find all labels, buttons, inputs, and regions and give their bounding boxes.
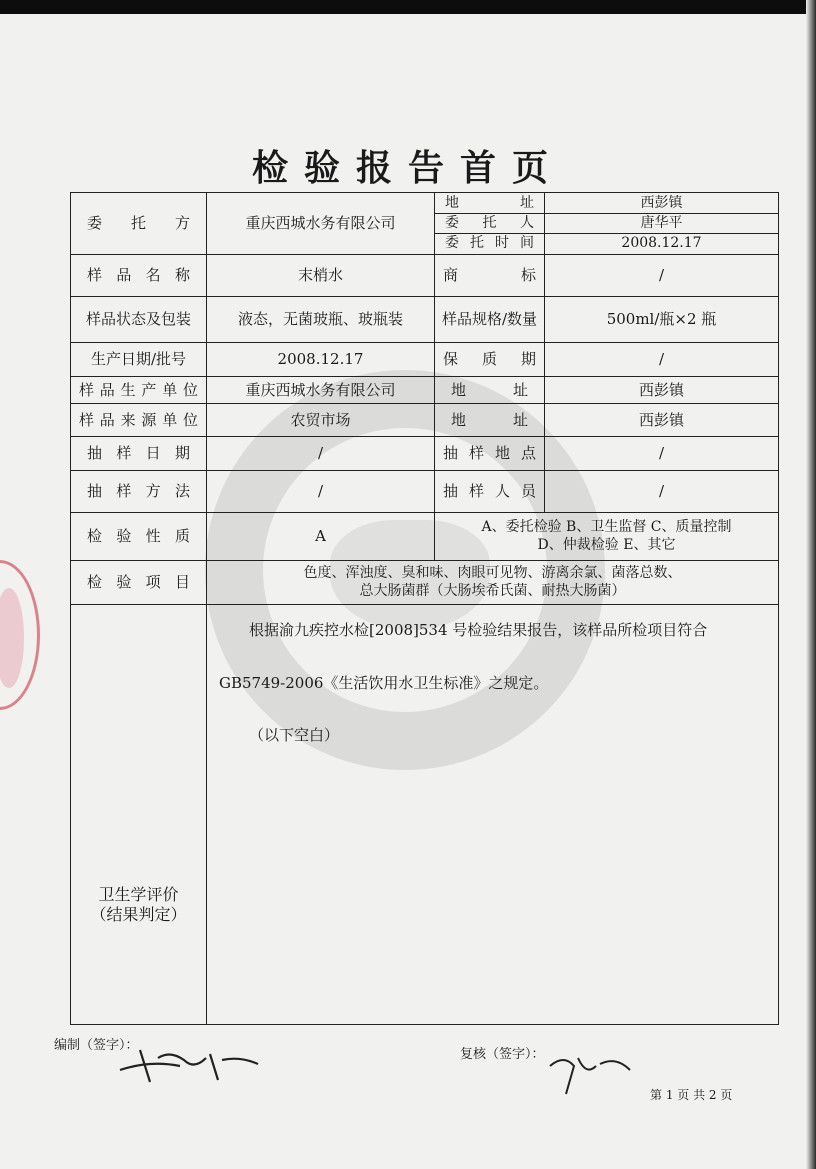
sampling-place-label: 抽样地点 — [435, 437, 545, 471]
reviewer-signature-label: 复核（签字）： — [460, 1047, 545, 1062]
row-evaluation — [71, 605, 779, 1025]
items-label: 检验项目 — [71, 561, 207, 605]
row-producer — [71, 377, 779, 404]
row-sample-name — [71, 255, 779, 297]
row-source — [71, 404, 779, 437]
reviewer-signature-icon — [540, 1036, 640, 1100]
sampling-place-value: / — [545, 437, 779, 471]
shelf-label: 保质期 — [435, 343, 545, 377]
sample-name-label: 样品名称 — [71, 255, 207, 297]
evaluation-label-line-1: 卫生学评价 — [98, 884, 179, 904]
page-number: 第 1 页 共 2 页 — [650, 1088, 733, 1102]
client-sub-labels — [435, 193, 545, 255]
nature-options — [435, 513, 779, 561]
evaluation-label — [71, 605, 207, 1025]
row-nature — [71, 513, 779, 561]
sampler-value: / — [545, 471, 779, 513]
evaluation-label-line-2: （结果判定） — [90, 904, 187, 924]
sample-name-value: 末梢水 — [207, 255, 435, 297]
evaluation-text — [207, 605, 779, 1025]
nature-options-line-1: A、委托检验 B、卫生监督 C、质量控制 — [481, 519, 732, 535]
scan-top-edge — [0, 0, 816, 14]
row-sampling-method — [71, 471, 779, 513]
row-client — [71, 193, 779, 255]
compiler-signature-icon — [110, 1030, 270, 1090]
sampling-method-label: 抽样方法 — [71, 471, 207, 513]
source-value: 农贸市场 — [207, 404, 435, 437]
spec-label: 样品规格/数量 — [435, 297, 545, 343]
sampling-method-value: / — [207, 471, 435, 513]
nature-options-line-2: D、仲裁检验 E、其它 — [537, 536, 676, 553]
spec-value: 500ml/瓶×2 瓶 — [545, 297, 779, 343]
producer-label: 样品生产单位 — [71, 377, 207, 404]
trademark-label: 商标 — [435, 255, 545, 297]
row-sample-state — [71, 297, 779, 343]
prod-date-value: 2008.12.17 — [207, 343, 435, 377]
sample-state-value: 液态，无菌玻瓶、玻瓶装 — [207, 297, 435, 343]
trademark-value: / — [545, 255, 779, 297]
consignor-value: 唐华平 — [545, 214, 778, 234]
sampler-label: 抽样人员 — [435, 471, 545, 513]
address-value: 西彭镇 — [545, 194, 778, 214]
page-title: 检验报告首页 — [251, 147, 564, 189]
sample-state-label: 样品状态及包装 — [71, 297, 207, 343]
client-value: 重庆西城水务有限公司 — [207, 193, 435, 255]
client-label: 委托方 — [71, 193, 207, 255]
address-label: 地址 — [435, 194, 544, 214]
consignor-label: 委托人 — [435, 214, 544, 234]
items-line-1: 色度、浑浊度、臭和味、肉眼可见物、游离余氯、菌落总数、 — [303, 565, 682, 581]
source-address-value: 西彭镇 — [545, 404, 779, 437]
commission-time-value: 2008.12.17 — [621, 235, 702, 251]
shelf-value: / — [545, 343, 779, 377]
producer-value: 重庆西城水务有限公司 — [207, 377, 435, 404]
row-items — [71, 561, 779, 605]
report-table — [70, 192, 779, 1025]
producer-address-value: 西彭镇 — [545, 377, 779, 404]
evaluation-text-1: 根据渝九疾控水检[2008]534 号检验结果报告，该样品所检项目符合 — [249, 621, 708, 639]
row-sampling-date — [71, 437, 779, 471]
source-label: 样品来源单位 — [71, 404, 207, 437]
nature-label: 检验性质 — [71, 513, 207, 561]
nature-value: A — [207, 513, 435, 561]
sampling-date-value: / — [207, 437, 435, 471]
source-address-label: 地址 — [435, 404, 545, 437]
sampling-date-label: 抽样日期 — [71, 437, 207, 471]
evaluation-text-2: GB5749-2006《生活饮用水卫生标准》之规定。 — [219, 673, 549, 692]
commission-time-label: 委托时间 — [445, 235, 534, 251]
producer-address-label: 地址 — [435, 377, 545, 404]
prod-date-label: 生产日期/批号 — [71, 343, 207, 377]
compiler-signature-label: 编制（签字）： — [54, 1038, 139, 1053]
items-line-2: 总大肠菌群（大肠埃希氏菌、耐热大肠菌） — [359, 582, 626, 599]
client-sub-values — [545, 193, 779, 255]
evaluation-text-3: （以下空白） — [249, 726, 340, 744]
items-value — [207, 561, 779, 605]
row-prod-date — [71, 343, 779, 377]
